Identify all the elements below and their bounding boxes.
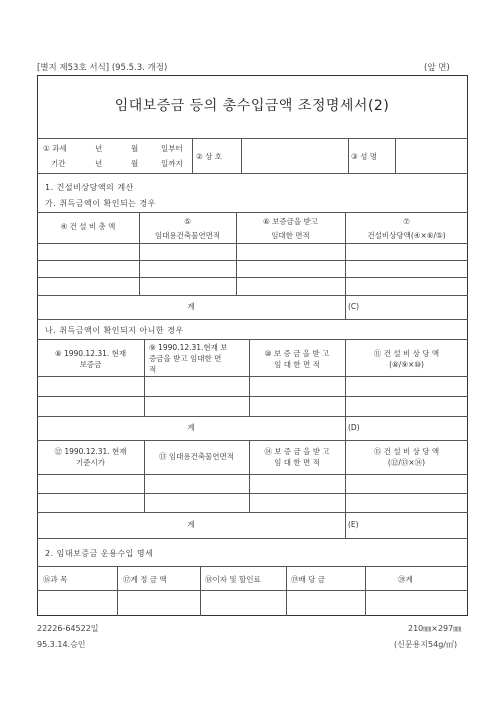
period-to-day: 일까지 <box>161 159 183 168</box>
col-construction-total: ④ 건 설 비 총 액 <box>60 222 116 231</box>
col-account-amount: ⑰계 정 금 액 <box>123 575 167 584</box>
col-account-item: ⑯과 목 <box>43 575 68 584</box>
form-title: 임대보증금 등의 총수입금액 조정명세서(2) <box>114 98 390 114</box>
table-a-total-label: 계 <box>187 302 195 311</box>
table-c-total-label: 계 <box>187 520 195 529</box>
section1-sub-na: 나. 취득금액이 확인되지 아니한 경우 <box>45 326 184 335</box>
col-deposit-rental-area-2: 임 대 한 면 적 <box>274 360 320 369</box>
col-equiv-b-2: (⑧/⑨×⑩) <box>389 360 424 369</box>
paper-type: (신문용지54g/㎡) <box>394 640 458 649</box>
col-equiv-c: ⑮ 건 설 비 상 당 액 <box>373 447 440 456</box>
paper-size: 210㎜×297㎜ <box>408 624 462 633</box>
period-from-year: 년 <box>95 144 103 153</box>
col-rental-floor-area-num: ⑤ <box>184 217 191 226</box>
period-label: ① 과세 <box>43 144 67 153</box>
table-c-total-code: (E) <box>348 520 359 529</box>
col-1990-deposit-area-2: 증금을 받고 임대한 면 <box>149 354 222 363</box>
page-side-label: (앞 면) <box>424 63 450 73</box>
period-to-month: 월 <box>131 159 139 168</box>
col-deposit-area: ⑥ 보증금을 받고 <box>263 217 318 226</box>
col-1990-deposit-area: ⑨ 1990.12.31.현재 보 <box>149 343 228 352</box>
period-to-year: 년 <box>95 159 103 168</box>
period-label-2: 기간 <box>51 159 66 168</box>
section1-heading: 1. 건설비상당액의 계산 <box>45 183 134 192</box>
col-deposit-rental-area-c-2: 임 대 한 면 적 <box>274 458 320 467</box>
approval-date: 95.3.14.승인 <box>37 640 86 649</box>
col-rental-floor-area-c: ⑬ 임대용건축물연면적 <box>158 452 235 461</box>
col-sum: ⑳계 <box>398 575 413 584</box>
col-dividend: ⑲배 당 금 <box>291 575 326 584</box>
section1-sub-ga: 가. 취득금액이 확인되는 경우 <box>45 199 156 208</box>
form-code: [별지 제53호 서식] (95.5.3. 개정) <box>37 63 168 73</box>
col-deposit-rental-area: ⑩ 보 증 금 을 받 고 <box>264 349 330 358</box>
col-1990-standard-price-2: 기준시가 <box>76 458 105 467</box>
col-1990-deposit: ⑧ 1990.12.31. 현재 <box>54 349 127 358</box>
table-b-total-code: (D) <box>348 423 360 432</box>
col-1990-deposit-2: 보증금 <box>79 360 102 369</box>
col-1990-standard-price: ⑫ 1990.12.31. 현재 <box>54 447 127 456</box>
col-equiv-b: ⑪ 건 설 비 상 당 액 <box>373 349 440 358</box>
table-a-total-code: (C) <box>348 302 360 311</box>
col-1990-deposit-area-3: 적 <box>149 365 157 374</box>
col-equiv-c-2: (⑫/⑬×⑭) <box>387 458 426 467</box>
col-rental-floor-area: 임대용건축물연면적 <box>154 231 221 240</box>
name-label: ③ 성 명 <box>351 152 377 161</box>
period-from-day: 일부터 <box>161 144 183 153</box>
col-deposit-rental-area-c: ⑭ 보 증 금 을 받 고 <box>264 447 330 456</box>
table-b-total-label: 계 <box>187 423 195 432</box>
period-from-month: 월 <box>131 144 139 153</box>
section2-heading: 2. 임대보증금 운용수입 명세 <box>45 549 154 558</box>
form-frame <box>37 75 468 616</box>
col-interest-discount: ⑱이자 및 할인료 <box>205 575 261 584</box>
col-construction-equiv-num: ⑦ <box>403 217 410 226</box>
form-number: 22226-64522일 <box>37 624 99 633</box>
col-construction-equiv: 건설비상당액(④×⑥/⑤) <box>367 231 446 240</box>
trade-name-label: ② 상 호 <box>196 152 222 161</box>
col-deposit-area-2: 임대한 면적 <box>271 231 310 240</box>
